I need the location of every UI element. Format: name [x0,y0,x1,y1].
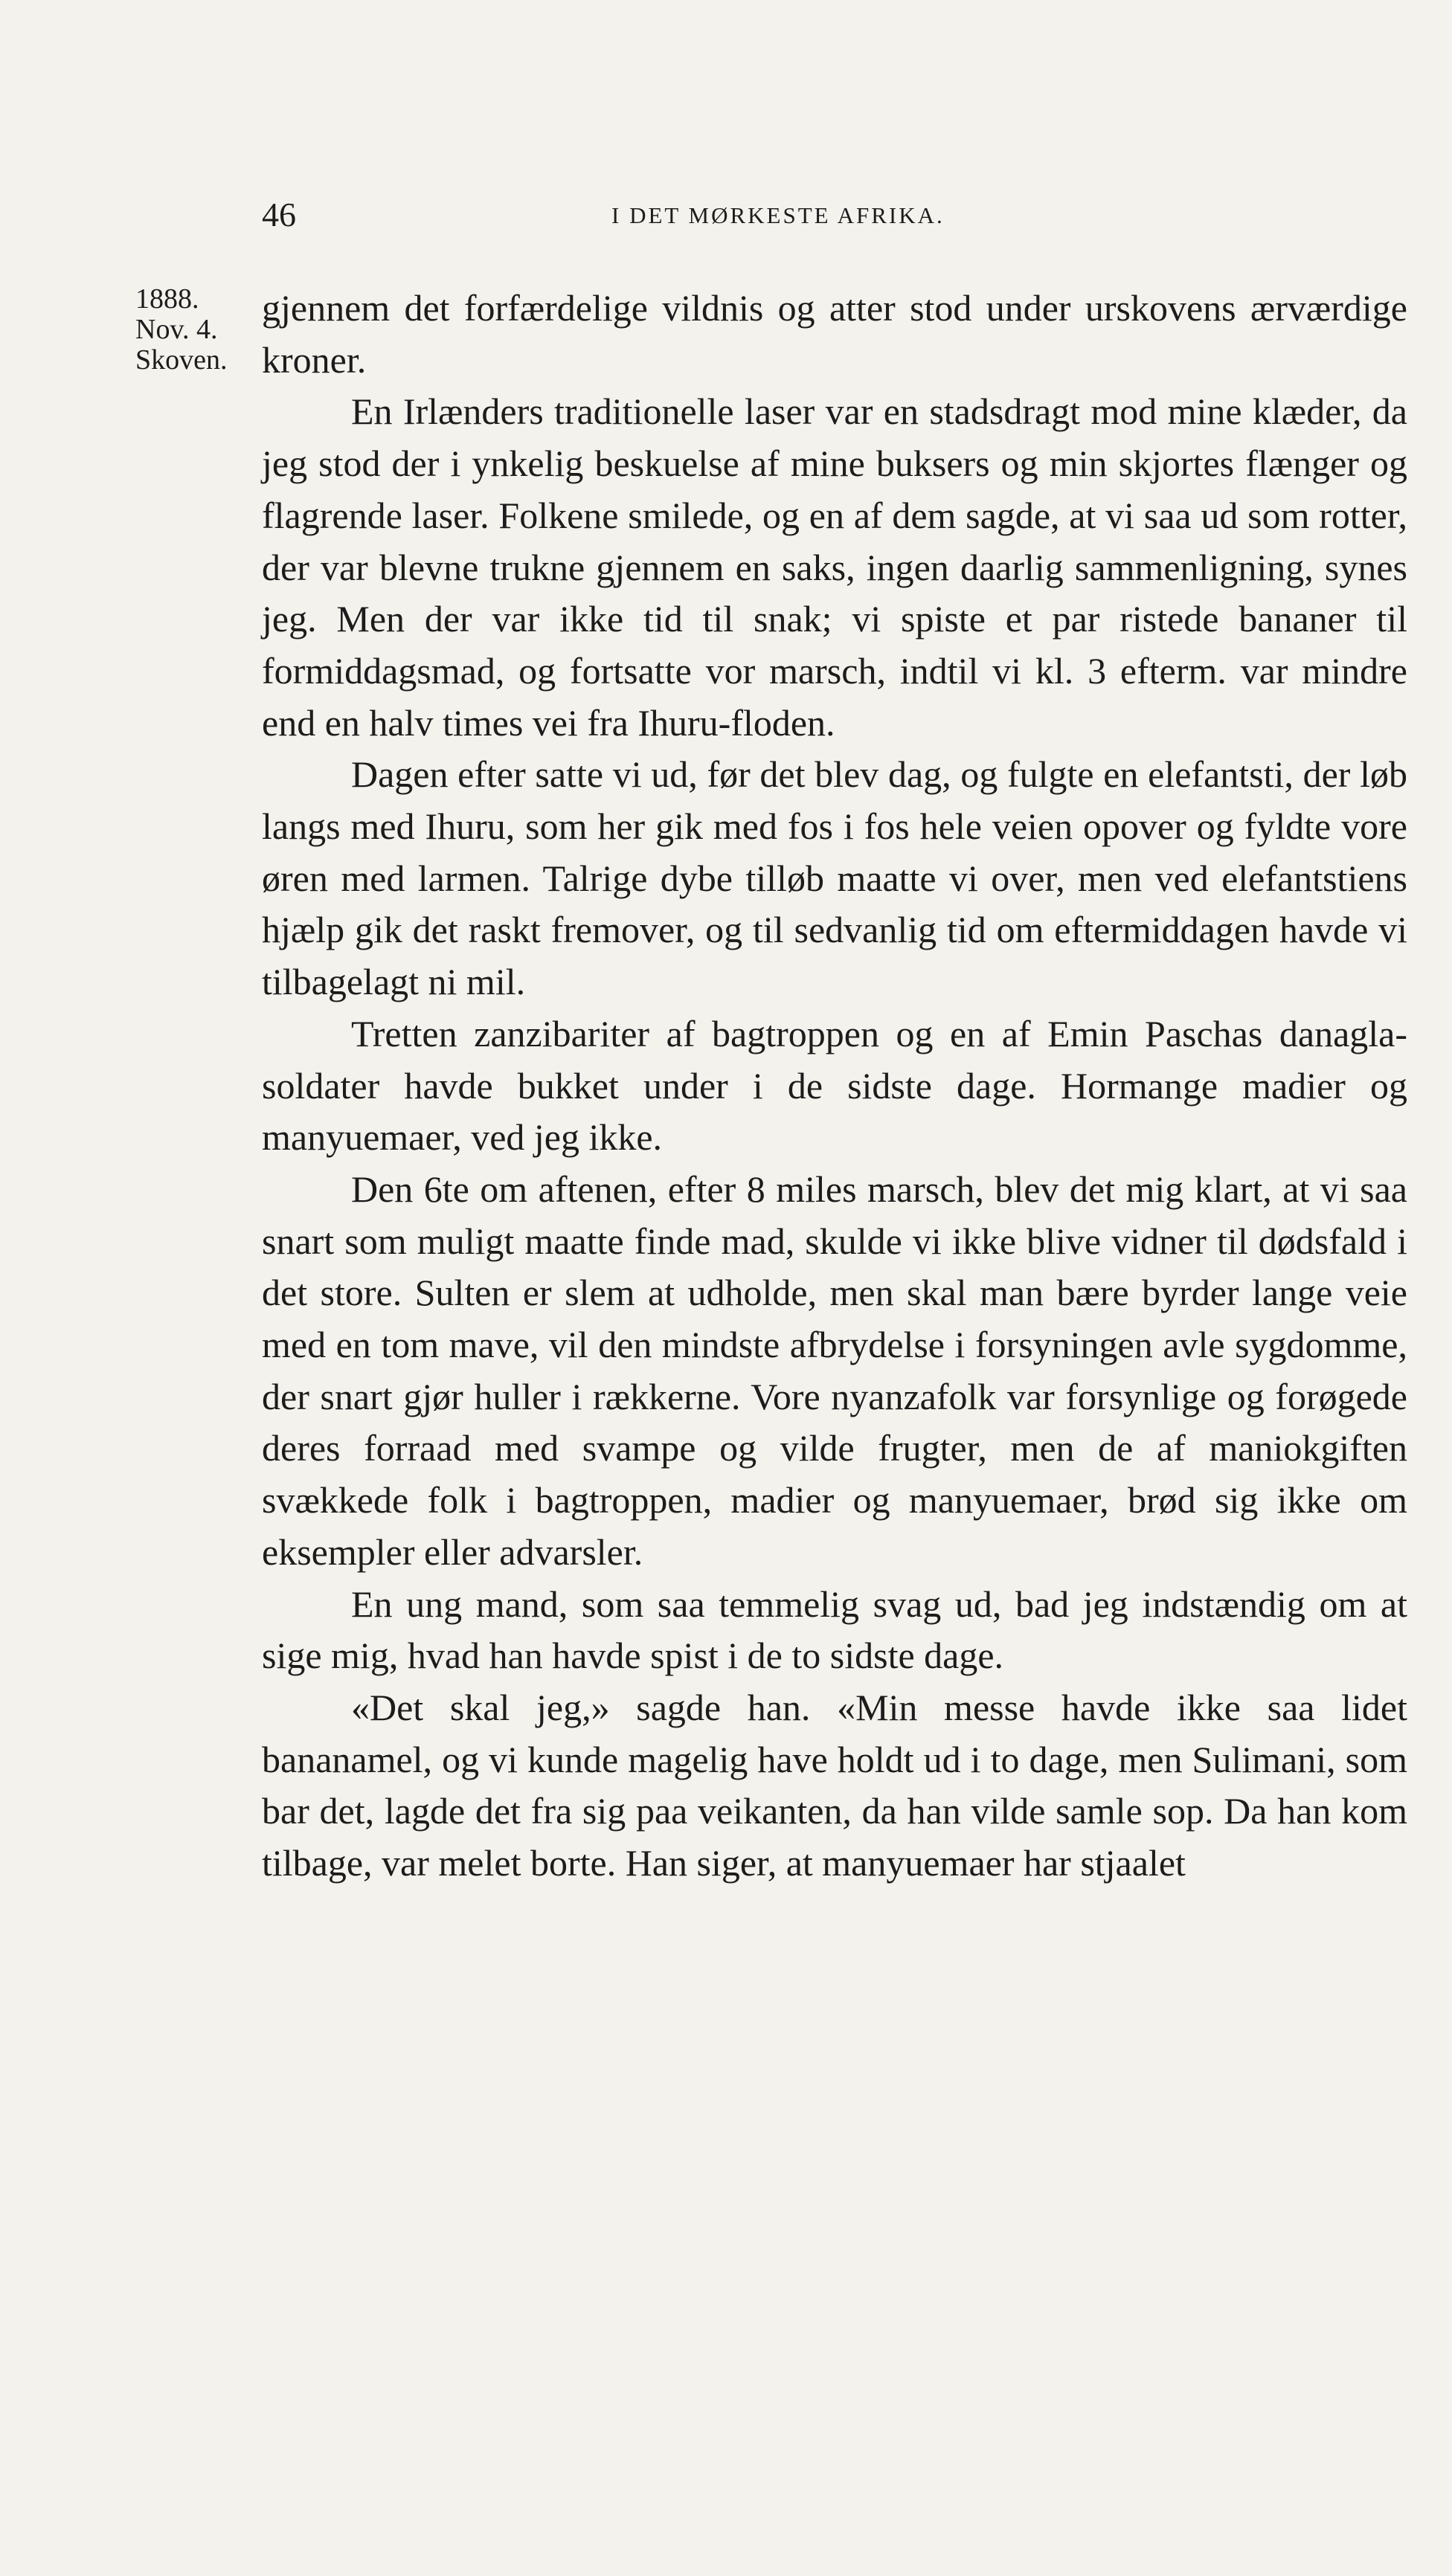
page-header [262,195,1404,242]
margin-note [135,284,254,376]
paragraph: En ung mand, som saa temmelig svag ud, bad jeg indstændig om at sige mig, hvad han havde spist i de to sidste dage. [262,1582,1407,1677]
body-text [262,283,1407,1890]
page-number: 46 [262,196,296,234]
paragraph: En Irlænders traditionelle laser var en stadsdragt mod mine klæder, da jeg stod der i ynkelig beskuelse af mine buksers og min skjortes flænger og flagrende laser. Folkene smilede, og en af dem sagde, at vi saa ud som rotter, der var blevne trukne gjennem en saks, ingen daarlig sammenligning, synes jeg. Men der var ikke tid til snak; vi spiste et par ristede bananer til formiddagsmad, og fortsatte vor marsch, indtil vi kl. 3 efterm. var mindre end en halv times vei fra Ihuru-floden. [262,390,1407,744]
margin-note-year: 1888. [135,283,199,315]
running-title: I DET MØRKESTE AFRIKA. [611,202,945,228]
paragraph: Dagen efter satte vi ud, før det blev dag, og fulgte en elefantsti, der løb langs med Ihuru, som her gik med fos i fos hele veien opover og fyldte vore øren med larmen. Talrige dybe tilløb maatte vi over, men ved elefantstiens hjælp gik det raskt fremover, og til sedvanlig tid om eftermiddagen havde vi tilbagelagt ni mil. [262,753,1407,1003]
paragraph: Den 6te om aftenen, efter 8 miles marsch, blev det mig klart, at vi saa snart som muligt maatte finde mad, skulde vi ikke blive vidner til dødsfald i det store. Sulten er slem at udholde, men skal man bære byrder lange veie med en tom mave, vil den mindste afbrydelse i forsyningen avle sygdomme, der snart gjør huller i rækkerne. Vore nyanzafolk var forsynlige og forøgede deres forraad med svampe og vilde frugter, men de af maniokgiften svækkede folk i bagtroppen, madier og manyuemaer, brød sig ikke om eksempler eller advarsler. [262,1168,1407,1573]
paragraph: Tretten zanzibariter af bagtroppen og en af Emin Paschas danagla-soldater havde bukket under i de sidste dage. Hormange madier og manyuemaer, ved jeg ikke. [262,1012,1407,1159]
paragraph: «Det skal jeg,» sagde han. «Min messe havde ikke saa lidet bananamel, og vi kunde magelig have holdt ud i to dage, men Sulimani, som bar det, lagde det fra sig paa veikanten, da han vilde samle sop. Da han kom tilbage, var melet borte. Han siger, at manyuemaer har stjaalet [262,1686,1407,1884]
margin-note-place: Skoven. [135,344,228,376]
paragraph-continuation: gjennem det forfærdelige vildnis og atter stod under urskovens ærværdige kroner. [262,287,1407,381]
margin-note-date: Nov. 4. [135,314,218,345]
